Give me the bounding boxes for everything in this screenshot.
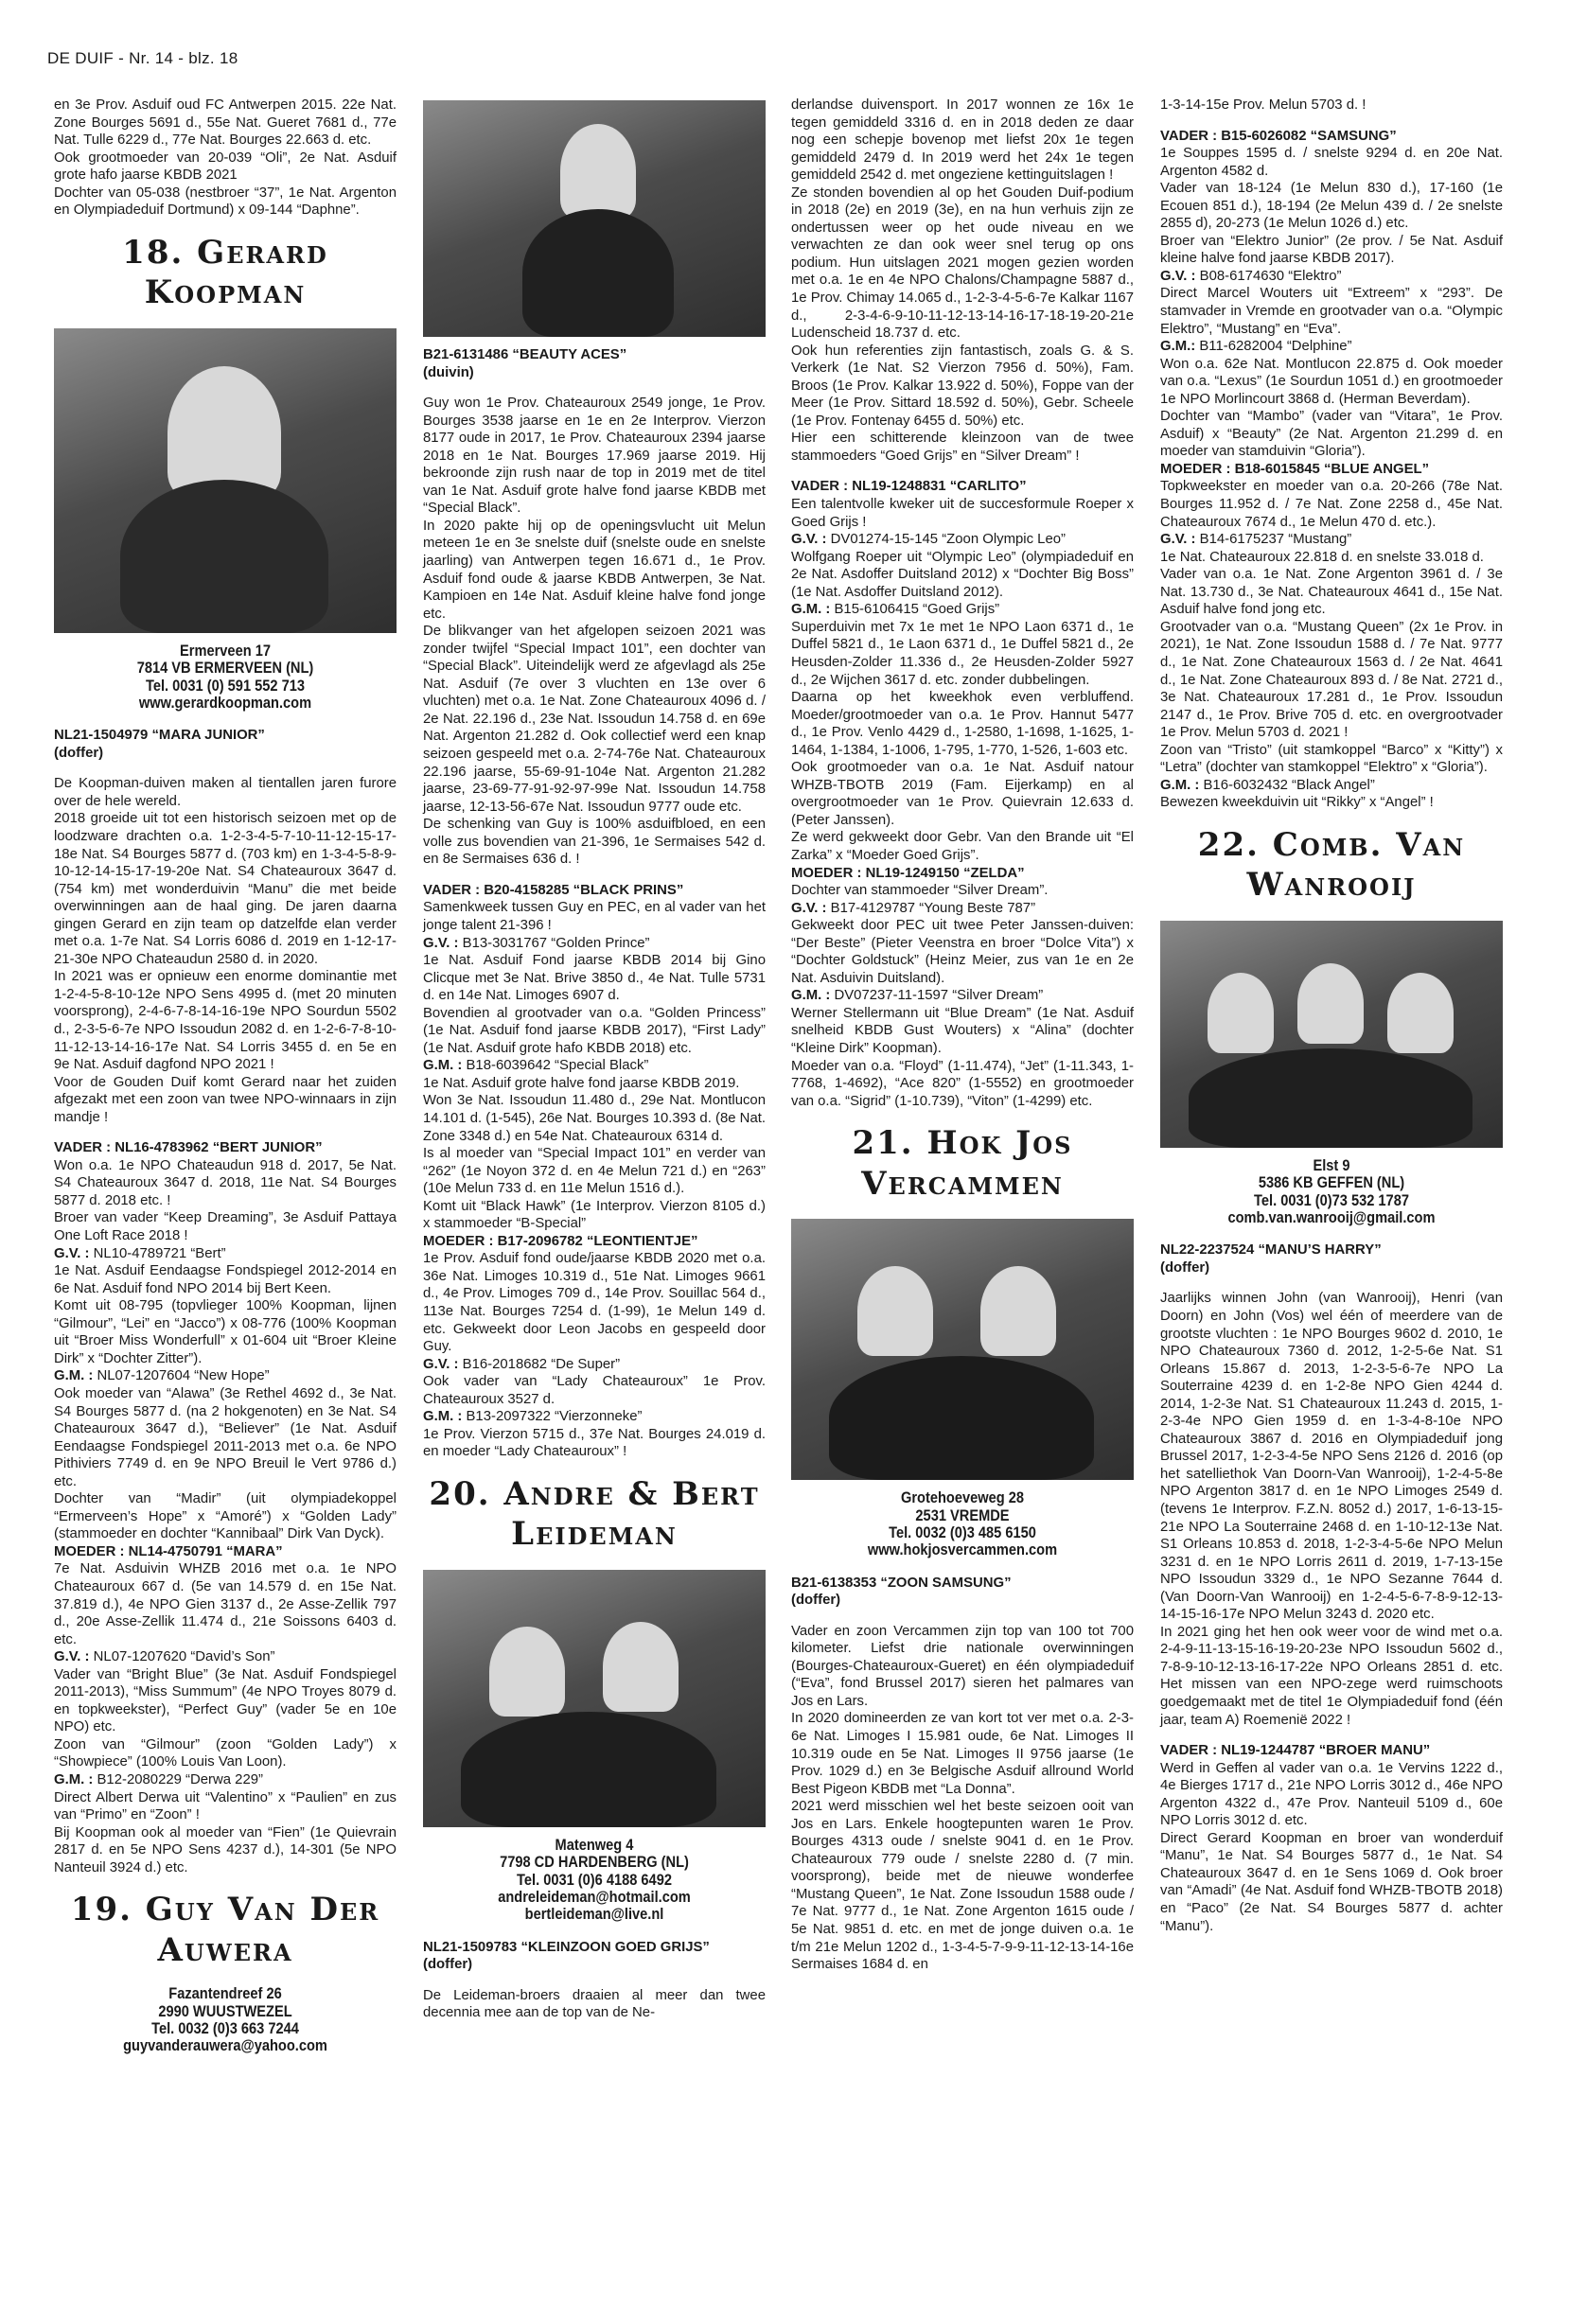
text-line: 1e Prov. Vierzon 5715 d., 37e Nat. Bourges 24.019 d. en moeder “Lady Chateauroux” ! bbox=[423, 1426, 766, 1460]
text-line: Tel. 0031 (0) 591 552 713 bbox=[146, 676, 305, 695]
text-line: Matenweg 4 bbox=[555, 1835, 634, 1854]
text-line: VADER : B15-6026082 “SAMSUNG” bbox=[1160, 128, 1397, 144]
text-line: MOEDER : B18-6015845 “BLUE ANGEL” bbox=[1160, 461, 1430, 477]
column-2 bbox=[423, 97, 766, 2022]
text-21-cont bbox=[1160, 97, 1503, 114]
text-19-intro bbox=[423, 395, 766, 869]
text-line: Grotehoeveweg 28 bbox=[900, 1488, 1024, 1507]
text-line: Ook vader van “Lady Chateauroux” 1e Prov. Chateauroux 3527 d. bbox=[423, 1374, 766, 1407]
text-line: en 3e Prov. Asduif oud FC Antwerpen 2015. 22e Nat. Zone Bourges 5691 d., 55e Nat. Gueret 7681 d., 77e Nat. Tulle 6229 d., 77e Nat. Bourges 22.663 d. etc. bbox=[54, 97, 397, 149]
text-line: Guy won 1e Prov. Chateauroux 2549 jonge, 1e Prov. Bourges 3538 jaarse en 1e en 2e Interprov. Vierzon 8177 oude in 2017, 1e Prov. Chateauroux 2394 jaarse 2018 en 1e Nat. Bourges 17.969 jaarse 2019. Hij bekroonde zijn rush naar de top in 2019 met de titel van 1e Nat. Asduif grote halve fond jaarse KBDB met “Special Black”. bbox=[423, 396, 766, 517]
text-line: B21-6138353 “ZOON SAMSUNG” bbox=[791, 1575, 1012, 1591]
text-line: Tel. 0032 (0)3 663 7244 bbox=[151, 2018, 299, 2037]
text-line: www.gerardkoopman.com bbox=[138, 693, 312, 712]
text-line: Voor de Gouden Duif komt Gerard naar het zuiden afgezakt met een zoon van twee NPO-winnaars in zijn mandje ! bbox=[54, 1074, 397, 1125]
text-line: Komt uit “Black Hawk” (1e Interprov. Vierzon 8105 d.) x stammoeder “B-Special” bbox=[423, 1198, 766, 1232]
text-line: G.V. : B13-3031767 “Golden Prince” bbox=[423, 935, 650, 951]
text-line: guyvanderauwera@yahoo.com bbox=[123, 2036, 327, 2055]
text-line: G.V. : B17-4129787 “Young Beste 787” bbox=[791, 900, 1036, 916]
text-line: Direct Albert Derwa uit “Valentino” x “Paulien” en zus van “Primo” en “Zoon” ! bbox=[54, 1789, 397, 1823]
pigeon-ring-18 bbox=[54, 727, 397, 762]
text-line: 2531 VREMDE bbox=[915, 1505, 1010, 1524]
text-line: Gekweekt door PEC uit twee Peter Janssen-duiven: “Der Beste” (Pieter Veenstra en broer “Dolce Vita”) x “Dochter Goldstuck” (Heinz Meier, zus van 1e en 2e Nat. Asduivin Duitsland). bbox=[791, 918, 1134, 986]
text-line: Werd in Geffen al vader van o.a. 1e Vervins 1222 d., 4e Bierges 1717 d., 21e NPO Lorris 3012 d., 46e NPO Argenton 4322 d., 47e Prov. Nanteuil 5109 d., 60e NPO Lorris 3012 d. etc. bbox=[1160, 1760, 1503, 1829]
text-21-pedigree bbox=[1160, 128, 1503, 812]
text-line: Werner Stellermann uit “Blue Dream” (1e Nat. Asduif snelheid KBDB Gust Wouters) x “Alina” (dochter “Kleine Dirk” Koopman). bbox=[791, 1005, 1134, 1056]
address-19 bbox=[78, 1985, 372, 2054]
text-line: Is al moeder van “Special Impact 101” en verder van “262” (1e Noyon 372 d. en 4e Melun 721 d.) en “263” (10e Melun 733 d. en 11e Melun 1516 d.). bbox=[423, 1146, 766, 1197]
pigeon-ring-19 bbox=[423, 346, 766, 381]
text-line: De Koopman-duiven maken al tientallen jaren furore over de hele wereld. bbox=[54, 776, 397, 809]
text-line: Bewezen kweekduivin uit “Rikky” x “Angel” ! bbox=[1160, 795, 1434, 811]
text-line: MOEDER : NL19-1249150 “ZELDA” bbox=[791, 865, 1025, 881]
text-line: Vader van o.a. 1e Nat. Zone Argenton 3961 d. / 3e Nat. 13.730 d., 3e Nat. Chateauroux 4641 d., 15e Nat. Asduif halve fond jong etc. bbox=[1160, 567, 1503, 618]
text-line: G.V. : NL10-4789721 “Bert” bbox=[54, 1245, 226, 1261]
text-line: 5386 KB GEFFEN (NL) bbox=[1258, 1173, 1405, 1192]
text-line: 1e Prov. Asduif fond oude/jaarse KBDB 2020 met o.a. 36e Nat. Limoges 10.319 d., 51e Nat. Limoges 9661 d., 4e Prov. Limoges 709 d., 14e Prov. Souillac 564 d., 113e Nat. Bourges 7254 d. (1-99), 1e Melun 149 d. etc. Gekweekt door Leon Jacobs en gespeeld door Guy. bbox=[423, 1251, 766, 1355]
text-line: G.V. : B08-6174630 “Elektro” bbox=[1160, 268, 1342, 284]
page-header: DE DUIF - Nr. 14 - blz. 18 bbox=[47, 49, 238, 67]
text-line: Superduivin met 7x 1e met 1e NPO Laon 6371 d., 1e Duffel 5821 d., 1e Laon 6371 d., 1e Duffel 5821 d., 2e Heusden-Zolder 11.336 d., 2e Heusden-Zolder 5927 d., 2e Wijchen 3617 d. etc. zonder dubbelingen. bbox=[791, 619, 1134, 688]
column-3 bbox=[791, 97, 1134, 1974]
text-line: VADER : NL19-1244787 “BROER MANU” bbox=[1160, 1743, 1431, 1759]
text-line: Vader en zoon Vercammen zijn top van 100 tot 700 kilometer. Liefst drie nationale overwinningen (Bourges-Chateauroux-Gueret) en één olympiadeduif (“Eva”, fond Brussel 2017) sieren het palmares van Jos en Lars. bbox=[791, 1623, 1134, 1709]
text-line: 1e Nat. Chateauroux 22.818 d. en snelste 33.018 d. bbox=[1160, 549, 1484, 565]
text-line: andreleideman@hotmail.com bbox=[498, 1887, 691, 1906]
text-21-intro bbox=[791, 1623, 1134, 1974]
text-line: NL21-1509783 “KLEINZOON GOED GRIJS” bbox=[423, 1939, 710, 1955]
pigeon-ring-20 bbox=[423, 1939, 766, 1974]
text-line: G.M. : B16-6032432 “Black Angel” bbox=[1160, 777, 1375, 793]
text-line: In 2020 domineerden ze van kort tot ver met o.a. 2-3-6e Nat. Limoges I 15.981 oude, 6e Nat. Limoges II 10.319 oude en 5e Nat. Limoges II 9756 jaarse (1e Prov. 1029 d.) en 3e Belgische Asduif allround World Best Pigeon KBDB met “La Donna”. bbox=[791, 1711, 1134, 1797]
photo-van-wanrooij bbox=[1160, 921, 1503, 1148]
text-22-pedigree bbox=[1160, 1742, 1503, 1935]
section-title-21: 21. Hok Jos Vercammen bbox=[852, 1124, 1073, 1203]
address-22 bbox=[1184, 1157, 1478, 1226]
text-line: 2990 WUUSTWEZEL bbox=[158, 2001, 292, 2020]
text-line: (doffer) bbox=[791, 1593, 841, 1609]
text-line: Won o.a. 62e Nat. Montlucon 22.875 d. Ook moeder van o.a. “Lexus” (1e Sourdun 1051 d.) en grootmoeder 1e NPO Morlincourt 3868 d. (Herman Beverdam). bbox=[1160, 356, 1503, 407]
text-line: Zoon van “Tristo” (uit stamkoppel “Barco” x “Kitty”) x “Letra” (dochter van stamkoppel “Elektro” x “Gloria”). bbox=[1160, 742, 1503, 776]
text-19-pedigree bbox=[423, 882, 766, 1461]
text-line: Hier een schitterende kleinzoon van de twee stammoeders “Goed Grijs” en “Silver Dream” ! bbox=[791, 431, 1134, 464]
text-line: In 2020 pakte hij op de openingsvlucht uit Melun meteen 1e en 3e snelste duif (snelste oude en snelste jaarling) van Antwerpen tegen 16.671 d., 1e Prov. Asduif fond oude & jaarse KBDB Antwerpen, 3e Nat. Kampioen en 14e Nat. Asduif kleine halve fond jonge etc. bbox=[423, 518, 766, 622]
text-line: B21-6131486 “BEAUTY ACES” bbox=[423, 347, 627, 362]
text-line: Ook moeder van “Alawa” (3e Rethel 4692 d., 3e Nat. S4 Bourges 5877 d. (na 2 hokgenoten) en 3e Nat. S4 Chateauroux 3647 d.), “Believer” (1e Nat. Asduif Eendaagse Fondspiegel 2011-2013 met o.a. 6e NPO Pithiviers 7749 d. en 9e NPO Breuil le Vert 9786 d.) etc. bbox=[54, 1385, 397, 1489]
column-1 bbox=[54, 97, 397, 2070]
text-line: Samenkweek tussen Guy en PEC, en al vader van het jonge talent 21-396 ! bbox=[423, 900, 766, 933]
text-line: Ook grootmoeder van o.a. 1e Nat. Asduif natour WHZB-TBOTB 2019 (Fam. Eijerkamp) en al overgrootmoeder van 1e Prov. Quievrain 12.633 d. (Peter Janssen). bbox=[791, 760, 1134, 828]
text-line: (doffer) bbox=[423, 1957, 473, 1973]
text-line: G.M. : NL07-1207604 “New Hope” bbox=[54, 1368, 270, 1384]
address-20 bbox=[447, 1837, 741, 1924]
text-line: G.M. : B18-6039642 “Special Black” bbox=[423, 1058, 649, 1074]
text-line: De schenking van Guy is 100% asduifbloed, en een volle zus bovendien van 21-396, 1e Sermaises 542 d. en 8e Sermaises 636 d. ! bbox=[423, 817, 766, 868]
text-line: Vader van “Bright Blue” (3e Nat. Asduif Fondspiegel 2011-2013), “Miss Summum” (4e NPO Troyes 8079 d. en topkweekster), “Perfect Guy” (vader 5e en 10e NPO) etc. bbox=[54, 1666, 397, 1735]
text-line: Elst 9 bbox=[1313, 1155, 1350, 1174]
text-line: Dochter van 05-038 (nestbroer “37”, 1e Nat. Argenton en Olympiadeduif Dortmund) x 09-144 “Daphne”. bbox=[54, 185, 397, 219]
text-line: G.V. : DV01274-15-145 “Zoon Olympic Leo” bbox=[791, 532, 1066, 548]
text-line: G.M. : B15-6106415 “Goed Grijs” bbox=[791, 602, 1000, 618]
photo-leideman bbox=[423, 1570, 766, 1827]
address-21 bbox=[815, 1489, 1109, 1558]
text-line: Komt uit 08-795 (topvlieger 100% Koopman, lijnen “Gilmour”, “Lei” en “Jacco”) x 08-776 (100% Koopman uit “Broer Miss Wonderfull” x 01-604 uit “Broer Kleine Dirk” x “Dochter Zitter”). bbox=[54, 1298, 397, 1366]
text-18-pedigree bbox=[54, 1139, 397, 1876]
text-line: G.M. : B12-2080229 “Derwa 229” bbox=[54, 1771, 263, 1787]
text-line: Dochter van stammoeder “Silver Dream”. bbox=[791, 883, 1049, 899]
text-line: Bij Koopman ook al moeder van “Fien” (1e Quievrain 2817 d. en 5e NPO Sens 4237 d.), 14-301 (5e NPO Nanteuil 3924 d.) etc. bbox=[54, 1824, 397, 1875]
text-line: Topkweekster en moeder van o.a. 20-266 (78e Nat. Bourges 11.952 d. / 7e Nat. Zone 2258 d., 45e Nat. Chateauroux 7674 d., 1e Melun 470 d. etc.). bbox=[1160, 479, 1503, 530]
section-title-20: 20. Andre & Bert Leideman bbox=[429, 1474, 760, 1554]
text-line: NL21-1504979 “MARA JUNIOR” bbox=[54, 728, 265, 744]
text-line: (duivin) bbox=[423, 364, 474, 380]
column-4 bbox=[1160, 97, 1503, 1935]
text-line: Ze werd gekweekt door Gebr. Van den Brande uit “El Zarka” x “Moeder Goed Grijs”. bbox=[791, 830, 1134, 863]
text-line: Ook grootmoeder van 20-039 “Oli”, 2e Nat. Asduif grote hafo jaarse KBDB 2021 bbox=[54, 150, 397, 184]
text-line: De Leideman-broers draaien al meer dan twee decennia mee aan de top van de Ne- bbox=[423, 1987, 766, 2021]
text-20-intro bbox=[423, 1987, 766, 2022]
col1-intro bbox=[54, 97, 397, 220]
text-line: G.M. : DV07237-11-1597 “Silver Dream” bbox=[791, 988, 1044, 1004]
text-line: VADER : NL19-1248831 “CARLITO” bbox=[791, 479, 1027, 495]
text-18-intro bbox=[54, 775, 397, 1126]
text-line: Wolfgang Roeper uit “Olympic Leo” (olympiadeduif en 2e Nat. Asdoffer Duitsland 2012) x “Dochter Big Boss” (1e Nat. Asdoffer Duitsland 2012). bbox=[791, 549, 1134, 600]
pigeon-ring-22 bbox=[1160, 1241, 1503, 1276]
text-line: 1e Nat. Asduif Eendaagse Fondspiegel 2012-2014 en 6e Nat. Asduif fond NPO 2014 bij Bert Keen. bbox=[54, 1263, 397, 1296]
text-line: 1-3-14-15e Prov. Melun 5703 d. ! bbox=[1160, 97, 1367, 113]
text-line: NL22-2237524 “MANU’S HARRY” bbox=[1160, 1242, 1382, 1259]
text-line: Ze stonden bovendien al op het Gouden Duif-podium in 2018 (2e) en 2019 (3e), en na hun verhuis zijn ze ondertussen weer op het oude niveau en we verwachten ze dan ook weer snel terug op ons podium. Hun uitslagen 2021 mogen gezien worden met o.a. 1e en 4e NPO Chalons/Champagne 5887 d., 1e Prov. Chimay 14.065 d., 1-2-3-4-5-6-7e Kalkar 1167 d., 2-3-4-6-9-10-11-12-13-14-16-17-18-19-20-21e Ludenscheid 18.737 d. etc. bbox=[791, 185, 1134, 342]
text-line: Daarna op het kweekhok even verbluffend. Moeder/grootmoeder van o.a. 1e Prov. Hannut 5477 d., 1e Prov. Venlo 4429 d., 1-2580, 1-1698, 1-1625, 1-1464, 1-1384, 1-1006, 1-795, 1-770, 1-526, 1-603 etc. bbox=[791, 690, 1134, 758]
text-line: MOEDER : NL14-4750791 “MARA” bbox=[54, 1543, 283, 1559]
text-line: 1e Nat. Asduif grote halve fond jaarse KBDB 2019. bbox=[423, 1075, 740, 1091]
section-title-22: 22. Comb. Van Wanrooij bbox=[1197, 825, 1466, 905]
text-line: Broer van “Elektro Junior” (2e prov. / 5e Nat. Asduif kleine halve fond jaarse KBDB 2017). bbox=[1160, 233, 1503, 267]
text-line: VADER : B20-4158285 “BLACK PRINS” bbox=[423, 882, 684, 898]
text-line: Broer van vader “Keep Dreaming”, 3e Asduif Pattaya One Loft Race 2018 ! bbox=[54, 1210, 397, 1244]
text-line: 1e Nat. Asduif Fond jaarse KBDB 2014 bij Gino Clicque met 3e Nat. Brive 3850 d., 4e Nat. Tulle 5731 d. en 14e Nat. Limoges 6907 d. bbox=[423, 953, 766, 1004]
text-line: 2021 werd misschien wel het beste seizoen ooit van Jos en Lars. Enkele hoogtepunten waren 1e Prov. Bourges 4313 oude / snelste 9041 d. en 1e Prov. Chateauroux 779 oude / snelste 2280 d. (7 min. voorsprong), beide met de nieuwe wonderfee “Mustang Queen”, 1e Nat. Zone Issoudun 1588 oude / 7e Nat. 9777 d., 1e Nat. Zone Argenton 1615 oude / 5e Nat. 9851 d. etc. en met de jonge duiven o.a. 1e t/m 21e Melun 1202 d., 1-3-4-5-7-9-9-11-12-13-14-16e Sermaises 1684 d. en bbox=[791, 1799, 1134, 1973]
text-line: Dochter van “Madir” (uit olympiadekoppel “Ermerveen’s Hope” x “Amoré”) x “Golden Lady” (stammoeder en dochter “Kannibaal” Dirk Van Dyck). bbox=[54, 1491, 397, 1542]
photo-guy-van-der-auwera bbox=[423, 100, 766, 337]
text-line: Tel. 0032 (0)3 485 6150 bbox=[889, 1523, 1036, 1541]
text-line: Tel. 0031 (0)6 4188 6492 bbox=[517, 1870, 672, 1889]
text-line: G.V. : B14-6175237 “Mustang” bbox=[1160, 532, 1352, 548]
text-line: 7814 VB ERMERVEEN (NL) bbox=[136, 659, 314, 678]
text-line: Een talentvolle kweker uit de succesformule Roeper x Goed Grijs ! bbox=[791, 497, 1134, 530]
text-line: 1e Souppes 1595 d. / snelste 9294 d. en 20e Nat. Argenton 4582 d. bbox=[1160, 146, 1503, 179]
section-title-18: 18. Gerard Koopman bbox=[122, 233, 328, 312]
text-line: (doffer) bbox=[1160, 1259, 1210, 1276]
text-line: Vader van 18-124 (1e Melun 830 d.), 17-160 (1e Ecouen 851 d.), 18-194 (2e Melun 439 d. / 2e snelste 2855 d), 20-273 (1e Melun 1026 d.) etc. bbox=[1160, 181, 1503, 232]
text-line: bertleideman@live.nl bbox=[524, 1905, 664, 1924]
text-line: Ermerveen 17 bbox=[180, 641, 271, 660]
text-line: Direct Marcel Wouters uit “Extreem” x “293”. De stamvader in Vremde en grootvader van o.a. “Olympic Elektro”, “Mustang” en “Eva”. bbox=[1160, 286, 1503, 337]
text-line: G.V. : B16-2018682 “De Super” bbox=[423, 1356, 621, 1372]
text-line: comb.van.wanrooij@gmail.com bbox=[1227, 1207, 1436, 1226]
text-line: Fazantendreef 26 bbox=[168, 1984, 282, 2003]
pigeon-ring-21 bbox=[791, 1575, 1134, 1610]
text-line: 7e Nat. Asduivin WHZB 2016 met o.a. 1e NPO Chateauroux 667 d. (5e van 14.579 d. en 15e Nat. 37.819 d.), 4e NPO Gien 3137 d., 2e Asse-Zellik 797 d., 20e Asse-Zellik 11.474 d., 21e Soissons 6403 d. etc. bbox=[54, 1561, 397, 1647]
text-line: Bovendien al grootvader van o.a. “Golden Princess” (1e Nat. Asduif fond jaarse KBDB 2017), “First Lady” (1e Nat. Asduif grote hafo KBDB 2018) etc. bbox=[423, 1005, 766, 1056]
text-line: VADER : NL16-4783962 “BERT JUNIOR” bbox=[54, 1140, 323, 1156]
photo-gerard-koopman bbox=[54, 328, 397, 633]
photo-vercammen bbox=[791, 1219, 1134, 1480]
text-line: De blikvanger van het afgelopen seizoen 2021 was zonder twijfel “Special Impact 101”, een dochter van “Special Black”. Uiteindelijk werd ze afgevlagd als 25e Nat. Asduif (7e over 3 vluchten en 13e over 6 vluchten) met o.a. 1e Nat. Zone Chateauroux 4096 d. / 2e Nat. 22.196 d., 23e Nat. Issoudun 14.758 d. en 69e Nat. Argenton 21.282 d. Ook collectief werd een knap seizoen gespeeld met o.a. 2-74-76e Nat. Chateauroux 22.196 jaarse, 55-69-91-104e Nat. Argenton 21.282 jaarse, 23-69-77-91-92-97-99e Nat. Issoudun 14.758 jaarse, 12-13-56-67e Nat. Issoudun 9777 oude etc. bbox=[423, 624, 766, 815]
text-line: Won o.a. 1e NPO Chateaudun 918 d. 2017, 5e Nat. S4 Chateauroux 3647 d. 2018, 11e Nat. S4 Bourges 5877 d. 2018 etc. ! bbox=[54, 1157, 397, 1208]
text-20-cont bbox=[791, 97, 1134, 465]
text-line: 2018 groeide uit tot een historisch seizoen met op de loodzware drachten o.a. 1-2-3-4-5-7-10-11-12-15-17-18e Nat. S4 Bourges 5877 d. (703 km) en 1-3-4-5-8-9-10-12-14-15-17-19-20e Nat. S4 Chateauroux 3647 d. (754 km) met wonderduivin “Manu” die met beide overwinningen aan de haal ging. De jaren daarna gingen Gerard en zijn team op datzelfde elan verder met o.a. 1-7e Nat. S4 Lorris 6086 d. 2019 en 1-12-17-21-30e NPO Chateaudun 2580 d. in 2020. bbox=[54, 811, 397, 967]
text-line: Direct Gerard Koopman en broer van wonderduif “Manu”, 1e Nat. S4 Bourges 5877 d., 1e Nat. S4 Chateauroux 3647 d. en 1e Sens 1069 d. Ook broer van “Amadi” (4e Nat. Asduif fond WHZB-TBOTB 2018) en “Paco” (2e Nat. S4 Bourges 5877 d. achter “Manu”). bbox=[1160, 1830, 1503, 1934]
text-20-pedigree bbox=[791, 478, 1134, 1110]
text-line: In 2021 was er opnieuw een enorme dominantie met 1-2-4-5-8-10-12e NPO Sens 4995 d. (met 20 minuten voorsprong), 2-4-6-7-8-14-16-19e NPO Sourdun 5502 d., 2-3-5-6-7e NPO Issoudun 2082 d. en 1-2-6-7-8-10-11-12-13-14-16-17e Nat. S4 Lorris 3455 d. en 5e en 9e Nat. Asduif dagfond NPO 2021 ! bbox=[54, 969, 397, 1073]
text-line: Grootvader van o.a. “Mustang Queen” (2x 1e Prov. in 2021), 1e Nat. Zone Issoudun 1588 d. / 7e Nat. 9777 d., 1e Nat. Zone Chateauroux 1563 d. / 2e Nat. 4641 d., 1e Nat. Zone Chateauroux 893 d. / 8e Nat. 2721 d., 3e Nat. Chateauroux 17.281 d., 1e Prov. Issoudun 2147 d., 1e Prov. Brive 705 d. etc. en overgrootvader 1e Prov. Melun 5703 d. 2021 ! bbox=[1160, 619, 1503, 741]
text-line: MOEDER : B17-2096782 “LEONTIENTJE” bbox=[423, 1233, 698, 1249]
text-line: 7798 CD HARDENBERG (NL) bbox=[500, 1853, 689, 1872]
text-line: www.hokjosvercammen.com bbox=[867, 1541, 1058, 1559]
text-line: Moeder van o.a. “Floyd” (1-11.474), “Jet” (1-11.343, 1-7768, 1-4692), “Ace 820” (1-5552) en grootmoeder van o.a. “Sigrid” (1-10.739), “Viton” (1-4299) etc. bbox=[791, 1058, 1134, 1109]
address-18 bbox=[78, 643, 372, 712]
section-title-19: 19. Guy Van Der Auwera bbox=[70, 1891, 380, 1969]
text-line: Won 3e Nat. Issoudun 11.480 d., 29e Nat. Montlucon 14.101 d. (1-545), 26e Nat. Bourges 10.393 d. (8e Nat. Zone 3348 d.) en 54e Nat. Chateauroux 6314 d. bbox=[423, 1093, 766, 1144]
text-line: G.V. : NL07-1207620 “David’s Son” bbox=[54, 1649, 275, 1665]
text-line: Jaarlijks winnen John (van Wanrooij), Henri (van Doorn) en John (Vos) wel één of meerdere van de grootste vluchten : 1e NPO Bourges 9602 d. 2010, 1e NPO Chateauroux 7360 d. 2012, 1-2-5-6e Nat. S1 Orleans 15.867 d. 2013, 1-2-3-5-6-7e NPO La Souterraine 4239 d. en 1-2-8e NPO Gien 4244 d. 2014, 1-2-3e Nat. S1 Chateauroux 11.243 d. 2015, 1-2-3-4e NPO Gien 1959 d. en 1-3-4-8-10e NPO Chateauroux 3867 d. 2016 en Olympiadeduif jong Brussel 2017, 1-2-3-4-5e NPO Sens 2126 d. 2016 (op het satelliethok Van Doorn-Van Wanrooij), 1-2-4-5-8e NPO Argenton 3817 d. en 1e NPO Limoges 2549 d. (tevens 1e Interprov. F.Z.N. 8052 d.) 2017, 1-6-13-15-21e NPO La Souterraine 2468 d. en 1-10-12-13e Nat. S1 Orleans 10.853 d. 2018, 1-2-3-4-5-6e NPO Melun 3231 d. en 1e NPO Lorris 2611 d. 2019, 1-7-13-15e NPO Issoudun 3329 d., 1e NPO Sezanne 7644 d. (Van Doorn-Van Wanrooij) en 1-2-4-5-6-7-8-9-12-13-14-15-16-17e NPO Melun 3243 d. 2020 etc. bbox=[1160, 1291, 1503, 1623]
text-line: G.M. : B13-2097322 “Vierzonneke” bbox=[423, 1409, 643, 1425]
text-line: Tel. 0031 (0)73 532 1787 bbox=[1254, 1190, 1409, 1209]
text-22-intro bbox=[1160, 1290, 1503, 1729]
text-line: Dochter van “Mambo” (vader van “Vitara”, 1e Prov. Asduif) x “Beauty” (2e Nat. Argenton 21.299 d. en moeder van stamduivin “Gloria”). bbox=[1160, 409, 1503, 460]
text-line: G.M.: B11-6282004 “Delphine” bbox=[1160, 339, 1352, 355]
text-line: (doffer) bbox=[54, 745, 104, 761]
text-line: Ook hun referenties zijn fantastisch, zoals G. & S. Verkerk (1e Nat. S2 Vierzon 7956 d. 50%), Fam. Broos (1e Prov. Kalkar 13.922 d. 50%), Foppe van der Meer (1e Prov. Sittard 18.592 d. 50%), Gebr. Scheele (1e Prov. Fontenay 6455 d. 50%) etc. bbox=[791, 343, 1134, 429]
text-line: derlandse duivensport. In 2017 wonnen ze 16x 1e tegen gemiddeld 3316 d. en in 2018 deden ze daar nog een schepje bovenop met liefst 20x 1e tegen gemiddeld 2479 d. In 2019 werd het 24x 1e tegen gemiddeld 2542 d. met ongeziene kettinguitslagen ! bbox=[791, 97, 1134, 184]
text-line: Zoon van “Gilmour” (zoon “Golden Lady”) x “Showpiece” (100% Louis Van Loon). bbox=[54, 1736, 397, 1770]
text-line: In 2021 ging het hen ook weer voor de wind met o.a. 2-4-9-11-13-15-16-19-20-23e NPO Issoudun 5602 d., 7-8-9-10-12-13-16-17-22e NPO Orleans 2851 d. etc. Het missen van een NPO-zege werd ruimschoots goedgemaakt met de titel 1e Olympiadeduif fond (één jaar, team A) Roemenië 2022 ! bbox=[1160, 1624, 1503, 1728]
